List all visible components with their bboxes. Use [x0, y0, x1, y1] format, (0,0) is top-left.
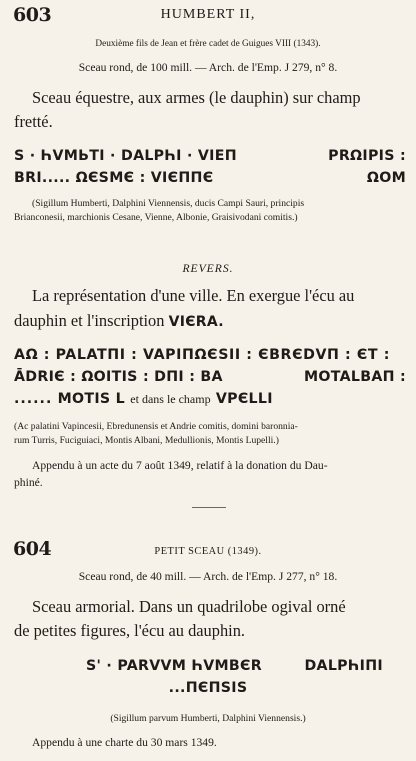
seal-legend-line: ...ПЄПSIS: [168, 680, 248, 696]
latin-transcription: rum Turris, Fuciguiaci, Montis Albani, Medullionis, Montis Lupelli.): [14, 435, 279, 446]
seal-legend-line: [14, 170, 406, 186]
seal-legend-line: [14, 148, 406, 164]
description-line: La représentation d'une ville. En exergue l'écu au: [32, 286, 355, 305]
legend-part: ĀDRIЄ : ΩOITIS : DПI : BA: [14, 369, 223, 385]
legend-part: BRI..... ΩЄSMЄ : VIЄППЄ: [14, 170, 214, 186]
entry-subtitle: Deuxième fils de Jean et frère cadet de Guigues VIII (1343).: [95, 39, 321, 49]
description-line: de petites figures, l'écu au dauphin.: [14, 621, 245, 640]
description-line: fretté.: [14, 112, 53, 131]
legend-part: MOTALBAП :: [303, 369, 406, 385]
legend-note: et dans le champ: [130, 392, 211, 406]
entry-number: 604: [13, 538, 52, 560]
description-line: Sceau équestre, aux armes (le dauphin) sur champ: [32, 88, 361, 107]
appendix-note: phiné.: [14, 476, 43, 489]
appendix-note: Appendu à une charte du 30 mars 1349.: [32, 736, 217, 749]
entry-number: 603: [13, 4, 52, 26]
latin-transcription: Brianconesii, marchionis Cesane, Vienne, Albonie, Graisivodani comitis.): [14, 212, 298, 223]
latin-transcription: (Ac palatini Vapincesii, Ebredunensis et Andrie comitis, domini baronnia-: [14, 421, 298, 432]
seal-reference: Sceau rond, de 100 mill. — Arch. de l'Emp. J 279, n° 8.: [78, 61, 338, 74]
legend-part: PRΩIPIS :: [328, 148, 406, 164]
legend-part: VPЄLLI: [215, 391, 273, 407]
seal-legend-line: [86, 658, 383, 674]
description-line: [14, 311, 224, 331]
seal-legend-line: [14, 369, 406, 385]
revers-label: REVERS.: [182, 262, 234, 275]
appendix-note: Appendu à un acte du 7 août 1349, relatif à la donation du Dau-: [32, 459, 328, 472]
section-divider: [192, 507, 226, 508]
legend-part: S · ҺVMЬTI · DALPҺI · VIEП: [14, 148, 237, 164]
description-text: dauphin et l'inscription: [14, 311, 165, 330]
seal-legend-line: ...... MOTIS L et dans le champ VPЄLLI: [14, 391, 273, 407]
entry-title: HUMBERT II,: [160, 7, 256, 22]
legend-part: MOTIS L: [57, 391, 126, 407]
seal-legend-line: AΩ : PALATПI : VAPIПΩЄSII : ЄBRЄDVП : ЄT :: [14, 347, 390, 363]
entry-title: PETIT SCEAU (1349).: [154, 546, 262, 557]
inscription-word: VIЄRA.: [168, 314, 224, 330]
legend-part: ΩOM: [366, 170, 406, 186]
legend-part: S' · PARVVM ҺVMBЄR: [86, 658, 262, 674]
seal-reference: Sceau rond, de 40 mill. — Arch. de l'Emp. J 277, n° 18.: [78, 570, 338, 583]
latin-transcription: (Sigillum Humberti, Dalphini Viennensis, ducis Campi Sauri, principis: [32, 198, 305, 209]
legend-part: DALPҺIПI: [304, 658, 383, 674]
latin-transcription: (Sigillum parvum Humberti, Dalphini Viennensis.): [110, 713, 306, 724]
description-line: Sceau armorial. Dans un quadrilobe ogival orné: [32, 597, 346, 616]
